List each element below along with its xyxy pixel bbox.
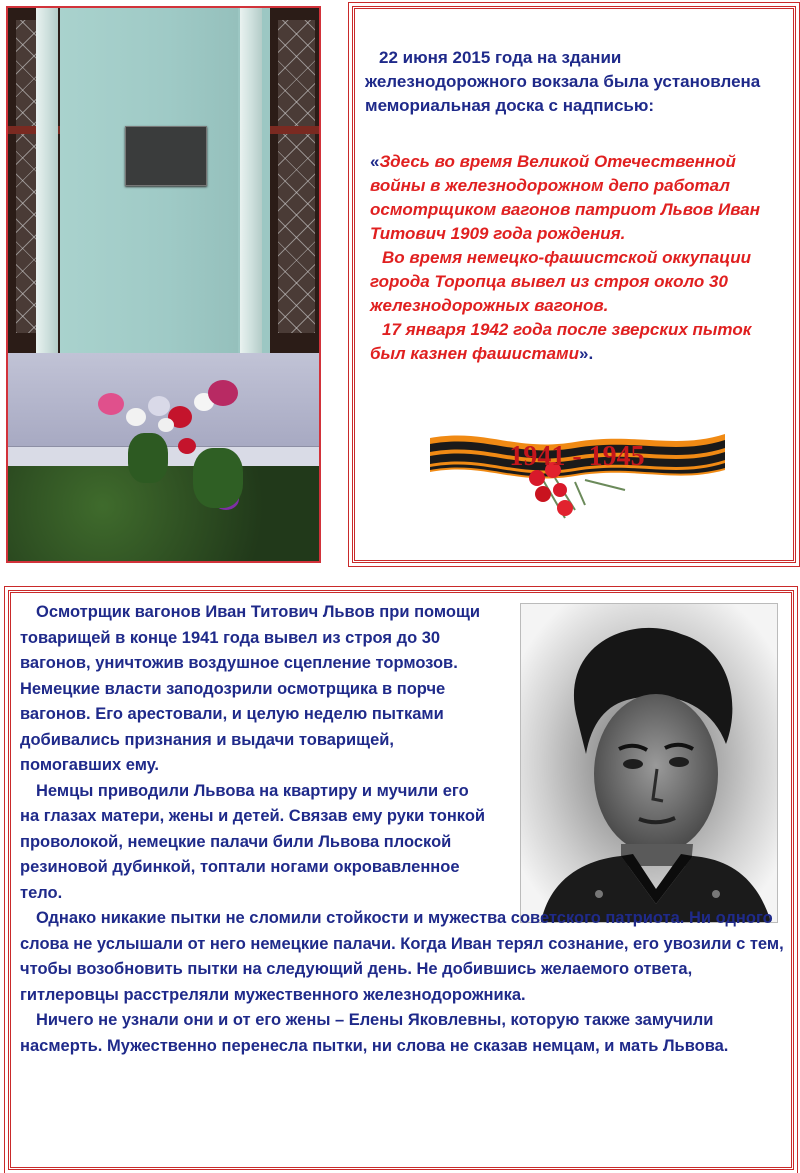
bio-paragraph-1: Осмотрщик вагонов Иван Титович Львов при помощи товарищей в конце 1941 года вывел из строя до 30 вагонов, уничтожив воздушное сцепление тормозов. Немецкие власти заподозрили осмотрщика в порче вагонов. Его арестовали, и целую неделю пытками добивались признания и выдачи товарищей, помогавших ему. bbox=[20, 603, 481, 774]
bio-paragraph-2: Немцы приводили Львова на квартиру и мучили его на глазах матери, жены и детей. Связав ему руки тонкой проволокой, немецкие палачи били Львова плоской резиновой дубинкой, топтали ногами окровавленное тело. bbox=[20, 781, 486, 902]
quote-open-mark: « bbox=[370, 152, 380, 171]
left-pilaster bbox=[36, 8, 58, 358]
quote-paragraph-2: Во время немецко-фашистской оккупации города Торопца вывел из строя около 30 железнодорожных вагонов. bbox=[370, 248, 751, 315]
biography-text bbox=[20, 600, 785, 1059]
quote-close-mark: ». bbox=[579, 344, 594, 363]
plaque-quote bbox=[370, 150, 782, 366]
plaque-intro: 22 июня 2015 года на здании железнодорожного вокзала была установлена мемориальная доска с надписью: bbox=[365, 48, 761, 115]
bio-paragraph-3: Однако никакие пытки не сломили стойкости и мужества советского патриота. Ни одного слова не услышали от него немецкие палачи. Когда Иван терял сознание, его увозили с тем, чтобы возобновить пытки на следующий день. Не добившись желаемого ответа, гитлеровцы расстреляли мужественного железнодорожника. bbox=[20, 909, 784, 1004]
memorial-plate bbox=[125, 126, 207, 186]
bio-paragraph-4: Ничего не узнали они и от его жены – Елены Яковлевны, которую также замучили насмерть. Мужественно перенесла пытки, ни слова не сказав немцам, и мать Львова. bbox=[20, 1011, 729, 1055]
ribbon-years-text: 1941 - 1945 bbox=[509, 441, 645, 472]
st-george-ribbon-icon bbox=[425, 420, 730, 520]
quote-p3-text: 17 января 1942 года после зверских пыток был казнен фашистами bbox=[370, 320, 752, 363]
memorial-photo bbox=[6, 6, 321, 563]
grass bbox=[8, 466, 321, 563]
building-wall-image bbox=[8, 8, 319, 561]
quote-paragraph-1 bbox=[370, 150, 782, 246]
right-pilaster bbox=[240, 8, 262, 358]
quote-p1-text: Здесь во время Великой Отечественной войны в железнодорожном депо работал осмотрщиком вагонов патриот Львов Иван Титович 1909 года рождения. bbox=[370, 152, 760, 243]
quote-paragraph-3 bbox=[370, 318, 782, 366]
right-window bbox=[270, 8, 321, 353]
